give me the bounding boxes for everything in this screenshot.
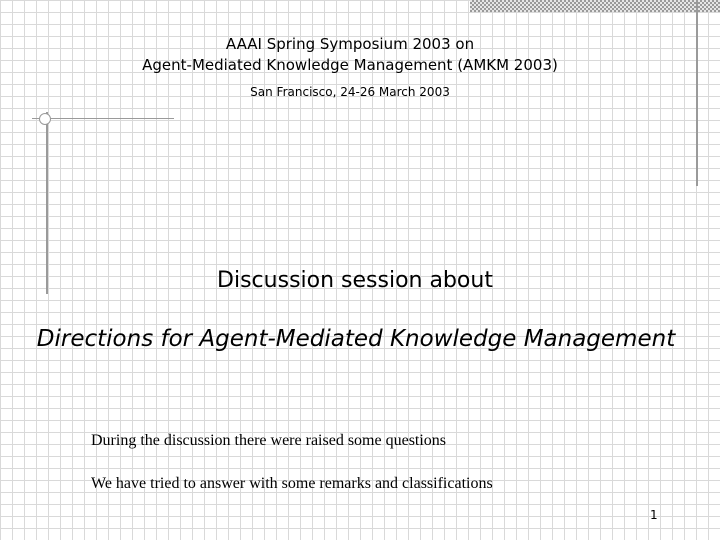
decorative-circle-icon [39, 113, 51, 125]
slide-title: Directions for Agent-Mediated Knowledge Management [36, 326, 676, 352]
page-number: 1 [650, 508, 658, 522]
header-location: San Francisco, 24-26 March 2003 [250, 85, 450, 99]
header-line-2: Agent-Mediated Knowledge Management (AMKM 2003) [142, 56, 558, 74]
slide-subtitle: Discussion session about [217, 268, 493, 293]
note-line-1: During the discussion there were raised some questions [91, 432, 447, 449]
decorative-band [470, 0, 720, 12]
header-line-1: AAAI Spring Symposium 2003 on [225, 35, 475, 53]
note-line-2: We have tried to answer with some remarks and classifications [91, 475, 493, 492]
decorative-rule-horizontal [32, 118, 174, 119]
